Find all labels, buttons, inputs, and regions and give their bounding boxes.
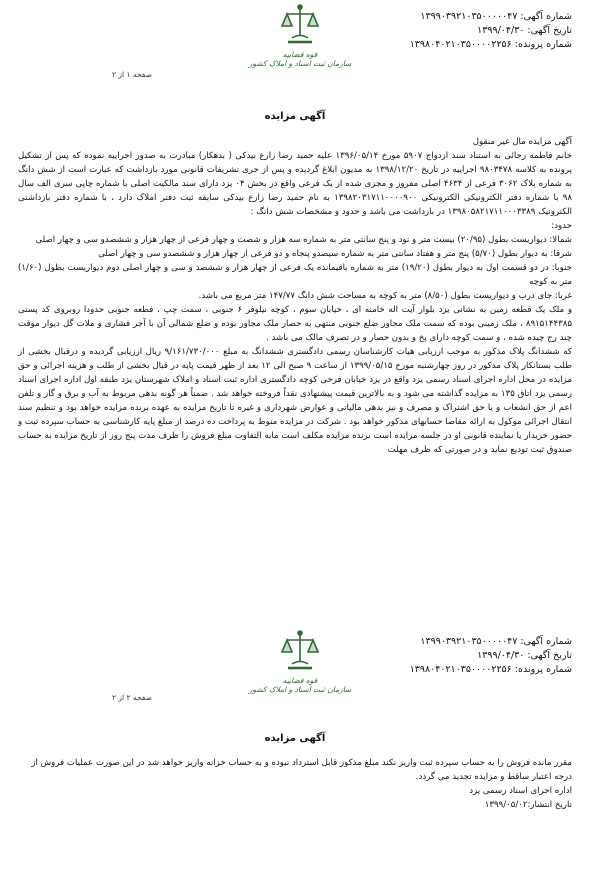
org-label: سازمان ثبت اسناد و املاک کشور (248, 685, 352, 694)
publish-date: تاریخ انتشار:۱۳۹۹/۰۵/۰۲ (484, 800, 572, 810)
ad-date: تاریخ آگهی: ۱۳۹۹/۰۴/۳۰ (477, 25, 572, 36)
paragraph: حدود: (551, 221, 572, 231)
paragraph: آگهی مزایده مال غیر منقول (472, 137, 572, 147)
paragraph: شرقا: به دیوار بطول (۵/۷۰) پنج متر و هفتاد سانتی متر به شماره سیصدو پنجاه و دو فرعی از چهار هزار و ششصدو سی و چهار اصلی (98, 249, 572, 259)
paragraph: و ملک یک قطعه زمین به نشانی یزد بلوار آیت اله خامنه ای ، خیابان سوم ، کوچه نیلوفر ۶ جنوبی ، سمت چپ ، قطعه جنوبی حدودا روبروی کد پستی ۸۹۱۵۱۴۴۳۸۵ ، ملک زمینی بوده که سمت ملک مجاور ضلع جنوبی منتهی به حصار ملک مجاور بوده و ضلع شمالی آن با آجر فشاری و ملات گل دیوار موقت چند رج چیده شده ، و سمت کوچه دارای پخ و بدون حصار و در تصرف مالک می باشد . (18, 305, 572, 343)
paragraph: که ششدانگ پلاک مذکور به موجب ارزیابی هیات کارشناسان رسمی دادگستری ششدانگ به مبلغ ۹/۱۶۱/۷۳۰/۰۰۰ ریال ارزیابی گردیده و درقبال بخشی از طلب بستانکار پلاک مذکور در روز چهارشنبه مورخ ۱۳۹۹/۰۵/۱۵ از ساعت ۹ صبح الی ۱۲ بعد از ظهر قیمت پایه در قبال بخشی از طلب و هزینه اجرائی و حق مزایده در محل اداره اجرای اسناد رسمی یزد واقع در یزد خیابان فرخی کوچه دادگستری اداره ثبت اسناد و املاک شهرستان یزد طبقه اول اداره اجرای اسناد رسمی یزد اتاق ۱۳۵ به مزایده گذاشته می شود و به بالاترین قیمت پیشنهادی نقداً فروخته خواهد شد . ضمناً هر گونه بدهی مربوط به آب و برق و گاز و تلفن اعم از حق انشعاب و یا حق اشتراک و مصرف و نیز بدهی مالیاتی و عوارض شهرداری و غیره تا تاریخ مزایده به عهده برنده مزایده خواهد بود و تنظیم سند انتقال اجرائی موکول به ارائه مفاصا حسابهای مذکور خواهد بود . شرکت در مزایده منوط به پرداخت ده درصد از مبلغ پایه کارشناسی به حساب سپرده ثبت و حضور خریدار یا نماینده قانونی او در جلسه مزایده است برنده مزایده مکلف است مابه التفاوت مبلغ فروش را ظرف مدت پنج روز از تاریخ مزایده به حساب صندوق ثبت تودیع نماید و در صورتی که ظرف مهلت (18, 347, 573, 455)
ad-date: تاریخ آگهی: ۱۳۹۹/۰۴/۳۰ (477, 650, 572, 661)
paragraph: شمالا: دیواریست بطول (۲۰/۹۵) بیست متر و نود و پنج سانتی متر به شماره سه هزار و شصت و چهار فرعی از چهار هزار و ششصدو سی و چهار اصلی (35, 235, 572, 245)
notice1-title: آگهی مزایده (264, 111, 326, 122)
judiciary-label: قوه قضاییه (282, 676, 318, 685)
ad-number: شماره آگهی: ۱۳۹۹۰۳۹۲۱۰۳۵۰۰۰۰۰۴۷ (420, 636, 572, 647)
judiciary-emblem (245, 628, 355, 694)
paragraph: غربا: جای درب و دیواریست بطول (۸/۵۰) متر به کوچه به مساحت شش دانگ ۱۴۷/۷۷ متر مربع می باشد. (198, 291, 572, 301)
notice2-body (18, 756, 572, 812)
case-number: شماره پرونده: ۱۳۹۸۰۴۰۲۱۰۳۵۰۰۰۰۲۲۵۶ (409, 39, 572, 50)
judiciary-emblem (245, 2, 355, 68)
notice1-header (342, 10, 572, 52)
scales-emblem-icon (278, 628, 322, 672)
paragraph: جنوبا: در دو قسمت اول به دیوار بطول (۱۹/۲۰) متر به شماره باقیمانده یک فرعی از چهار هزار و ششصد و سی و چهار اصلی دوم دیواریست بطول (۱/۶۰) متر به کوچه (18, 263, 572, 287)
ad-number: شماره آگهی: ۱۳۹۹۰۳۹۲۱۰۳۵۰۰۰۰۰۴۷ (420, 11, 572, 22)
judiciary-label: قوه قضاییه (282, 50, 318, 59)
case-number: شماره پرونده: ۱۳۹۸۰۴۰۲۱۰۳۵۰۰۰۰۲۲۵۶ (409, 664, 572, 675)
signature-office: اداره اجرای اسناد رسمی یزد (469, 786, 572, 796)
paragraph: مقرر مانده فروش را به حساب سپرده ثبت واریز نکند مبلغ مذکور قابل استرداد نبوده و به حساب خزانه واریز خواهد شد در این صورت عملیات فروش از درجه اعتبار ساقط و مزایده تجدید می گردد. (31, 758, 572, 782)
scales-emblem-icon (278, 2, 322, 46)
notice2-title: آگهی مزایده (264, 733, 326, 744)
page-number: صفحه ۲ از ۲ (112, 693, 152, 702)
notice2-header (342, 635, 572, 677)
org-label: سازمان ثبت اسناد و املاک کشور (248, 59, 352, 68)
notice1-body (18, 135, 572, 457)
paragraph: خانم فاطمه رجائی به استناد سند ازدواج ۵۹۰۷ مورخ ۱۳۹۶/۰۵/۱۴ علیه حمید رضا زارع بیدکی ( بدهکار) مبادرت به صدور اجراییه نموده که پس از تشکیل پرونده به کلاسه ۹۸۰۳۴۷۸ اجراییه در تاریخ ۱۳۹۸/۱۲/۲۰ به مدیون ابلاغ گردیده و پس از جری تشریفات قانونی مورد بازداشت که عبارت است از شش دانگ به شماره پلاک ۳۰۶۲ فرعی از ۴۶۳۴ اصلی مفروز و مجزی شده از یک فرعی واقع در بخش ۰۴ یزد دارای سند مالکیت اصلی با شماره چاپی سری الف سال ۹۸ با شماره دفتر الکترونیکی الکترونیکی ۱۳۹۸۲۰۳۱۷۱۱۰۰۰۰۹۰۰ به نام حمید رضا زارع بیدکی سابقه ثبت دفتر املاک دارد ، با شماره دفتر بازداشتی الکترونیک ۱۳۹۸۰۵۸۲۱۷۱۱۰۰۰۳۳۸۹ در بازداشت می باشد و حدود و مشخصات شش دانگ : (18, 151, 572, 217)
page-number: صفحه ۱ از ۲ (112, 70, 152, 79)
